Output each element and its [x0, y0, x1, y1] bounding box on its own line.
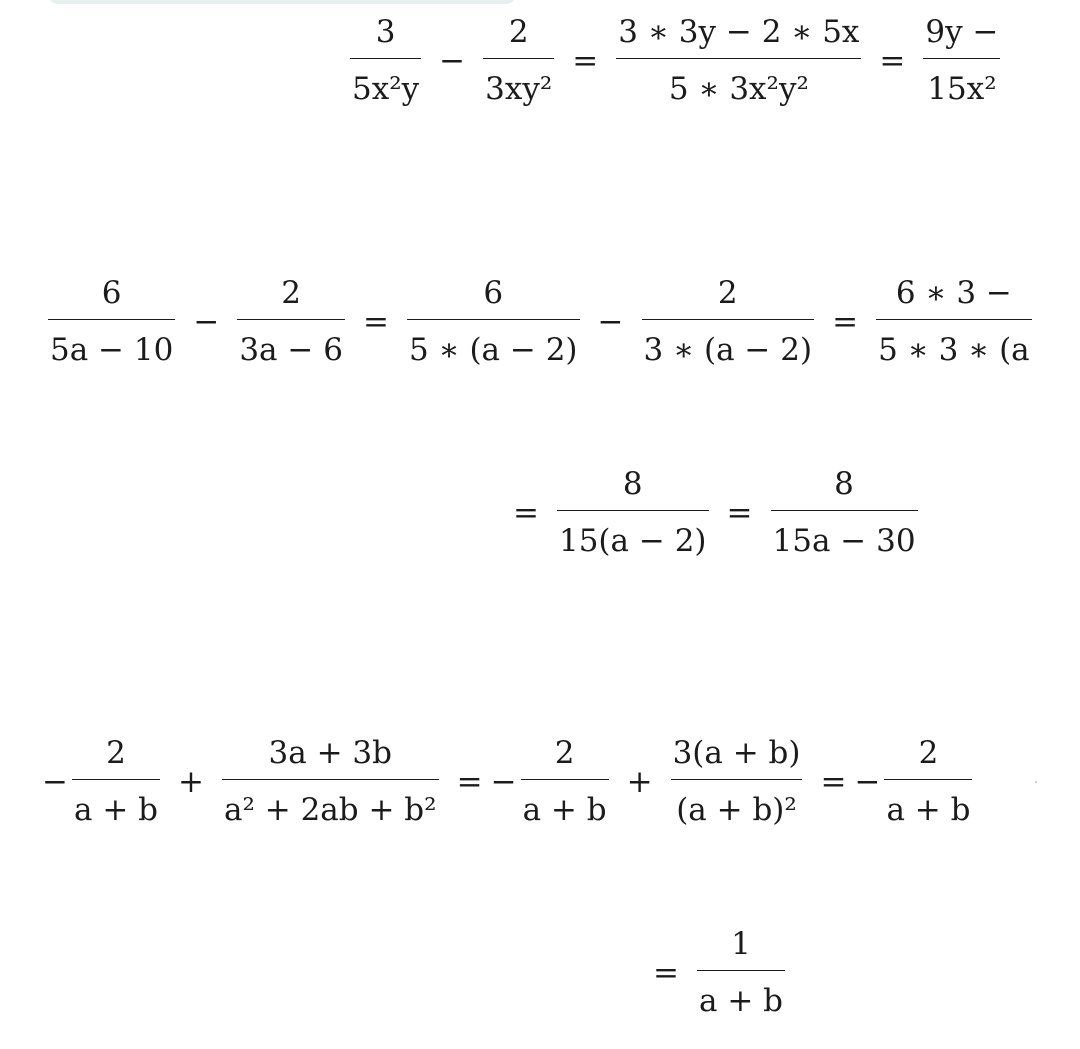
- fraction: [884, 735, 972, 828]
- denominator: 3a − 6: [239, 332, 343, 368]
- denominator: a + b: [698, 983, 783, 1019]
- minus-operator: −: [439, 42, 466, 79]
- denominator: 15(a − 2): [558, 523, 707, 559]
- denominator: a + b: [886, 792, 971, 828]
- numerator: 6: [101, 275, 122, 311]
- numerator: 2: [106, 735, 126, 771]
- fraction: [642, 275, 815, 368]
- equals-sign: =: [832, 303, 859, 340]
- fraction: [771, 466, 918, 559]
- denominator: a + b: [522, 792, 607, 828]
- equation-5: [645, 926, 795, 1019]
- numerator: 2: [717, 275, 738, 311]
- fraction: [48, 275, 175, 368]
- fraction: [407, 275, 580, 368]
- denominator: 5x²y: [352, 71, 420, 107]
- equals-sign: =: [456, 763, 483, 800]
- minus-sign: −: [490, 763, 517, 800]
- equals-sign: =: [572, 42, 599, 79]
- denominator: 15a − 30: [772, 523, 916, 559]
- equation-2: [38, 275, 1040, 368]
- fraction: [72, 735, 160, 828]
- equals-sign: =: [726, 494, 753, 531]
- minus-sign: −: [42, 763, 68, 800]
- equals-sign: =: [820, 763, 847, 800]
- denominator: 5a − 10: [50, 332, 174, 368]
- equation-1: [340, 14, 1010, 107]
- numerator: 3a + 3b: [268, 735, 393, 771]
- fraction: [521, 735, 609, 828]
- minus-operator: −: [597, 303, 624, 340]
- numerator: 2: [281, 275, 301, 311]
- numerator: 6: [483, 275, 504, 311]
- numerator: 3 ∗ 3y − 2 ∗ 5x: [618, 14, 860, 50]
- overflow-marker: [1035, 781, 1037, 783]
- fraction: [557, 466, 709, 559]
- fraction: [876, 275, 1032, 368]
- denominator: 3xy²: [485, 71, 553, 107]
- equals-sign: =: [879, 42, 906, 79]
- denominator: 3 ∗ (a − 2): [643, 332, 813, 368]
- denominator: 15x²: [927, 71, 997, 107]
- fraction: [697, 926, 785, 1019]
- numerator: 6 ∗ 3 −: [895, 275, 1012, 311]
- numerator: 2: [554, 735, 575, 771]
- numerator: 8: [622, 466, 643, 502]
- plus-operator: +: [626, 763, 653, 800]
- numerator: 9y −: [925, 14, 999, 50]
- minus-sign: −: [854, 763, 881, 800]
- numerator: 2: [508, 14, 529, 50]
- fraction: [237, 275, 345, 368]
- numerator: 3(a + b): [672, 735, 801, 771]
- equals-sign: =: [362, 303, 389, 340]
- numerator: 8: [834, 466, 854, 502]
- denominator: a² + 2ab + b²: [223, 792, 437, 828]
- minus-operator: −: [193, 303, 220, 340]
- fraction: [222, 735, 439, 828]
- fraction: [616, 14, 861, 107]
- numerator: 2: [918, 735, 939, 771]
- fraction: [483, 14, 554, 107]
- denominator: 5 ∗ 3x²y²: [668, 71, 809, 107]
- fraction: [671, 735, 803, 828]
- equals-sign: =: [653, 954, 679, 991]
- plus-operator: +: [178, 763, 204, 800]
- equals-sign: =: [513, 494, 539, 531]
- equation-4: [42, 735, 982, 828]
- numerator: 1: [731, 926, 751, 962]
- numerator: 3: [375, 14, 396, 50]
- denominator: 5 ∗ (a − 2): [408, 332, 578, 368]
- denominator: a + b: [73, 792, 158, 828]
- fraction: [923, 14, 1000, 107]
- fraction: [350, 14, 421, 107]
- denominator: 5 ∗ 3 ∗ (a: [878, 332, 1030, 368]
- denominator: (a + b)²: [676, 792, 797, 828]
- equation-3: [505, 466, 928, 559]
